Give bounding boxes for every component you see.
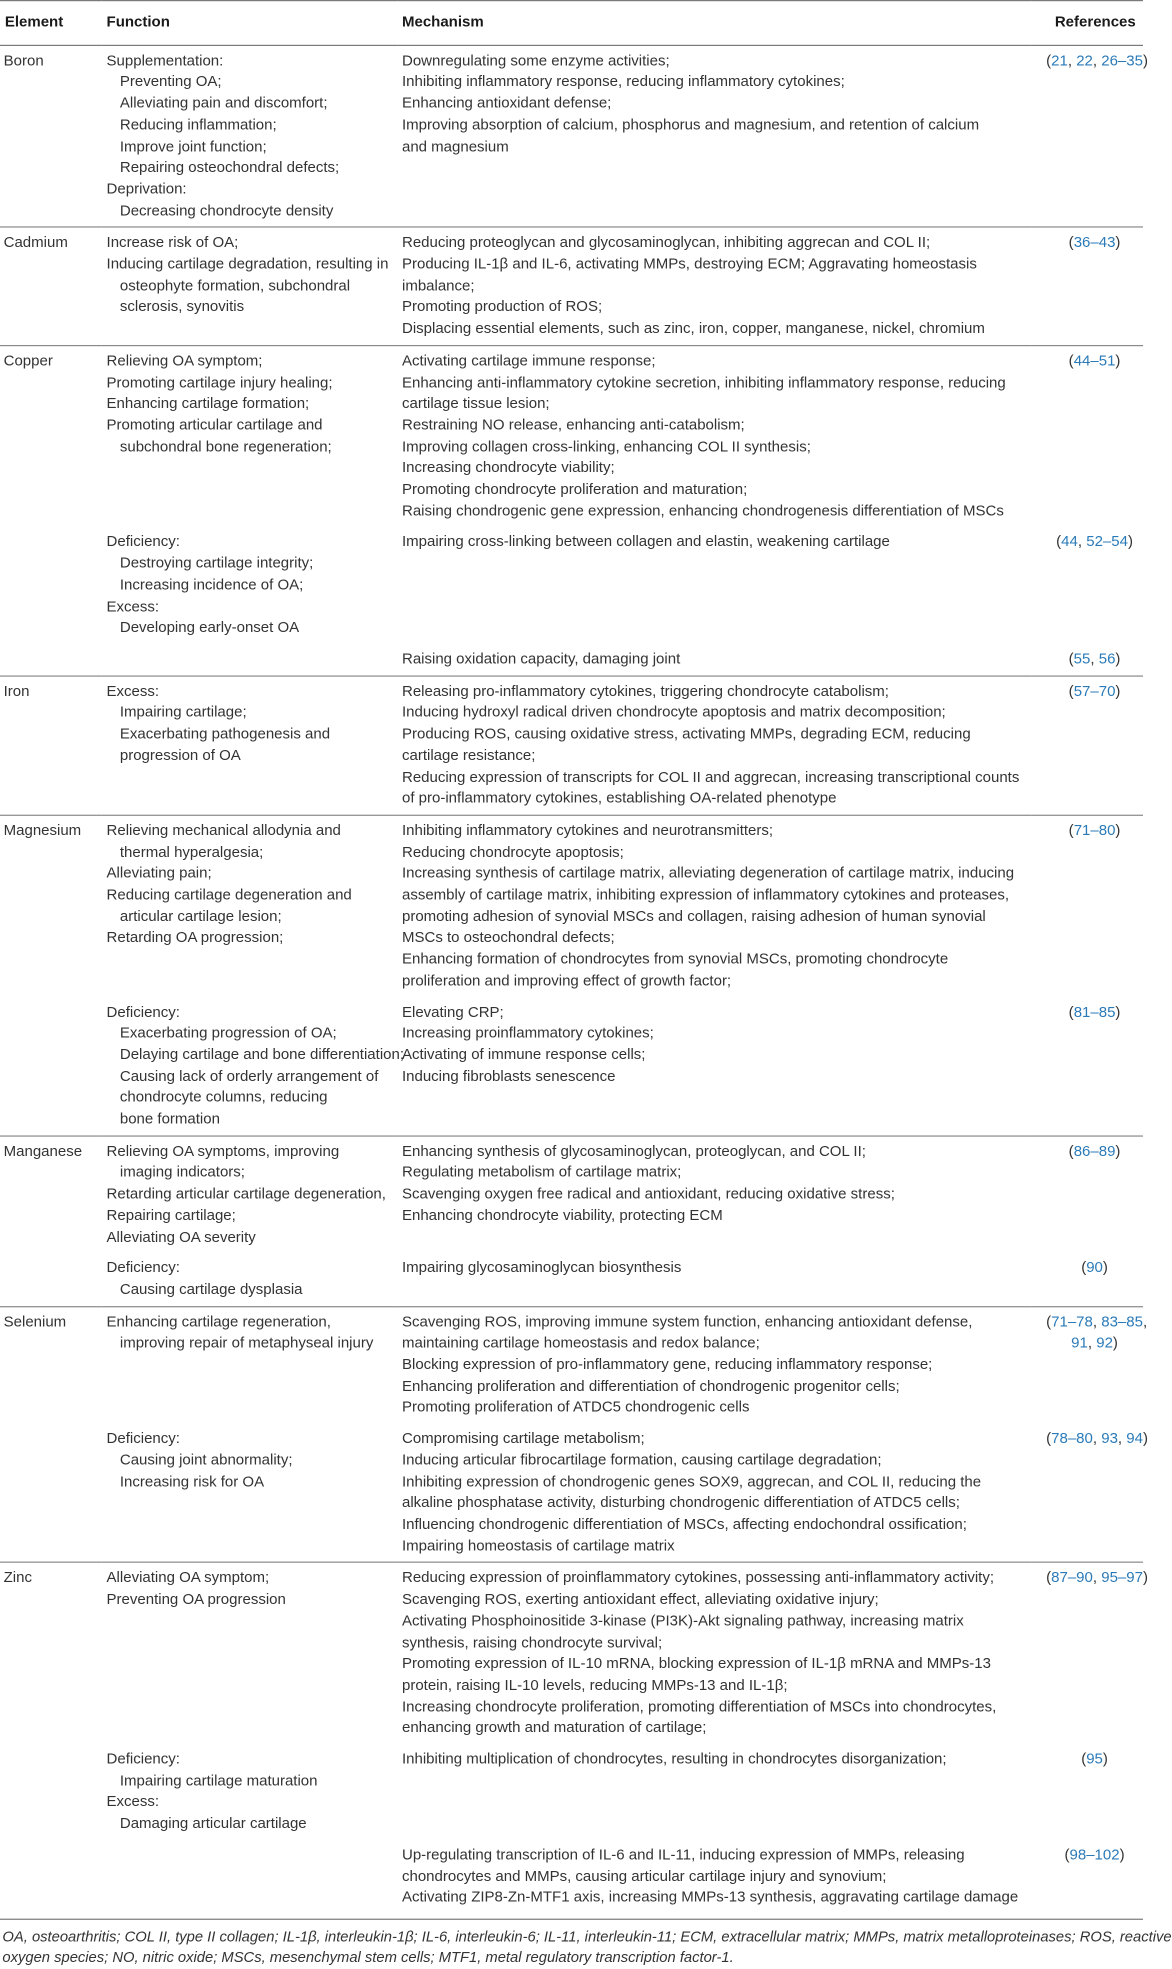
mechanism-line: Raising oxidation capacity, damaging joint [401,650,681,667]
function-line: Improve joint function; [119,137,267,155]
function-line: Exacerbating progression of OA; [119,1024,337,1042]
mechanism-line: Up-regulating transcription of IL-6 and IL-11, inducing expression of MMPs, releasing [401,1845,965,1863]
mechanism-cell [397,1563,1031,1745]
function-line: Deficiency: [106,533,180,551]
function-line: Excess: [106,1793,160,1811]
mechanism-cell [397,1424,1031,1563]
mechanism-line: Scavenging ROS, exerting antioxidant effect, alleviating oxidative injury; [401,1590,879,1608]
reference-punct: ) [1142,1569,1148,1587]
references-cell [1032,345,1143,527]
function-line: Relieving OA symptoms, improving [106,1142,340,1160]
mechanism-cell [397,345,1031,527]
reference-punct: ( [1068,234,1074,251]
table-row [0,527,1143,644]
element-name: Boron [3,51,44,69]
reference-punct: ( [1064,1845,1070,1863]
function-line: improving repair of metaphyseal injury [119,1334,374,1352]
mechanism-line: Increasing proinflammatory cytokines; [401,1024,654,1042]
table-row [0,1744,1143,1839]
function-line: Enhancing cartilage regeneration, [106,1312,331,1330]
reference-link[interactable]: 83–85 [1101,1312,1143,1330]
function-line: Retarding articular cartilage degeneration, [106,1185,386,1203]
mechanism-cell [397,997,1031,1136]
function-line: Alleviating pain; [106,864,212,882]
reference-line [1046,1568,1148,1589]
reference-punct: ) [1102,1750,1108,1768]
reference-punct: ( [1081,1259,1087,1277]
table-row [0,345,1143,527]
reference-punct: ) [1142,51,1148,69]
table-row [0,1306,1143,1423]
function-line: Decreasing chondrocyte density [119,201,334,219]
mechanism-line: enhancing growth and maturation of cartilage; [401,1719,707,1737]
mechanism-cell [397,815,1031,997]
footnote-line: oxygen species; NO, nitric oxide; MSCs, mesenchymal stem cells; MTF1, metal regulatory transcription factor-1. [2,1949,734,1967]
reference-punct: ) [1115,650,1121,667]
reference-punct: ) [1112,1334,1118,1352]
mechanism-line: Inhibiting expression of chondrogenic genes SOX9, aggrecan, and COL II, reducing the [401,1472,982,1490]
references-cell [1032,1306,1148,1423]
function-line: chondrocyte columns, reducing [119,1088,328,1106]
mechanism-line: Inducing hydroxyl radical driven chondrocyte apoptosis and matrix decomposition; [401,703,946,721]
element-name: Zinc [3,1569,32,1587]
mechanism-line: Scavenging ROS, improving immune system function, enhancing antioxidant defense, [401,1312,973,1330]
function-cell [102,1253,397,1306]
mechanism-cell [397,227,1031,345]
reference-line [1046,1258,1143,1279]
table-row [0,1253,1143,1306]
table-row [0,644,1143,676]
reference-punct: ) [1142,1429,1148,1447]
mechanism-line: Regulating metabolism of cartilage matrix; [401,1163,682,1181]
mechanism-cell [397,1840,1031,1919]
table-row [0,997,1143,1136]
function-line: Deficiency: [106,1259,180,1277]
function-line: Relieving mechanical allodynia and [106,821,341,839]
reference-link[interactable]: 26–35 [1101,51,1143,69]
function-line: Deprivation: [106,180,187,198]
mechanism-line: Impairing glycosaminoglycan biosynthesis [401,1259,682,1277]
reference-link[interactable]: 95–97 [1101,1569,1143,1587]
references-cell [1032,676,1143,815]
references-cell [1032,644,1143,676]
mechanism-line: Activating of immune response cells; [401,1045,646,1063]
mechanism-line: Inhibiting multiplication of chondrocytes, resulting in chondrocytes disorganization; [401,1750,947,1768]
function-line: Deficiency: [106,1002,180,1020]
element-name: Manganese [3,1142,83,1160]
mechanism-line: Blocking expression of pro-inflammatory gene, reducing inflammatory response; [401,1355,933,1373]
reference-punct: ( [1046,51,1052,69]
mechanism-line: and magnesium [401,137,509,155]
mechanism-cell [397,1744,1031,1839]
element-cell [0,1253,102,1306]
function-line: Delaying cartilage and bone differentiation; [119,1045,405,1063]
reference-punct: ) [1119,1845,1125,1863]
element-cell [0,1136,102,1253]
references-cell [1032,45,1148,227]
reference-punct: ( [1046,1569,1052,1587]
function-line: Alleviating OA symptom; [106,1569,270,1587]
function-line: Causing cartilage dysplasia [119,1280,303,1298]
reference-link[interactable]: 44–51 [1073,352,1116,370]
mechanism-line: Reducing proteoglycan and glycosaminoglycan, inhibiting aggrecan and COL II; [401,234,931,251]
mechanism-line: proliferation and improving effect of growth factor; [401,971,732,989]
mechanism-line: Activating ZIP8-Zn-MTF1 axis, increasing MMPs-13 synthesis, aggravating cartilage damage [401,1888,1019,1906]
mechanism-line: Releasing pro-inflammatory cytokines, triggering chondrocyte catabolism; [401,682,889,700]
mechanism-line: assembly of cartilage matrix, inhibiting expression of inflammatory cytokines and proteases, [401,886,1010,904]
reference-punct: , [1090,650,1099,667]
reference-line [1046,1312,1148,1333]
function-line: Causing joint abnormality; [119,1451,293,1469]
reference-line [1046,1429,1148,1450]
mechanism-line: Influencing chondrogenic differentiation of MSCs, affecting endochondral ossification; [401,1515,967,1533]
function-line: Promoting articular cartilage and [106,416,323,434]
mechanism-line: cartilage resistance; [401,746,536,764]
element-name: Iron [3,682,30,700]
function-cell [102,1136,397,1253]
function-line: Preventing OA; [119,73,222,91]
mechanism-line: alkaline phosphatase activity, disturbing chondrogenic differentiation of ATDC5 cells; [401,1494,960,1512]
element-cell [0,45,102,227]
reference-punct: , [1092,1312,1102,1330]
function-line: bone formation [119,1110,220,1128]
mechanism-cell [397,527,1031,644]
function-cell [102,345,397,527]
function-line: Excess: [106,682,160,700]
references-cell [1032,227,1143,345]
reference-link[interactable]: 95 [1086,1750,1103,1768]
mechanism-line: Enhancing anti-inflammatory cytokine secretion, inhibiting inflammatory response, reducing [401,373,1006,391]
mechanism-line: Elevating CRP; [401,1002,504,1020]
function-line: osteophyte formation, subchondral [119,276,351,294]
element-cell [0,1744,102,1839]
mechanism-line: of pro-inflammatory cytokines, establishing OA-related phenotype [401,789,837,807]
function-line: Impairing cartilage maturation [119,1771,318,1789]
mechanism-line: cartilage tissue lesion; [401,394,550,412]
function-line: thermal hyperalgesia; [119,843,264,861]
reference-link[interactable]: 21 [1051,51,1068,69]
reference-punct: , [1142,1312,1148,1330]
table-row [0,1136,1143,1253]
function-line: Repairing cartilage; [106,1206,236,1224]
function-cell [102,1744,397,1839]
reference-link[interactable]: 94 [1126,1429,1143,1447]
reference-line [1046,1002,1143,1023]
element-cell [0,1306,102,1423]
function-line: sclerosis, synovitis [119,298,245,316]
mechanism-line: Improving collagen cross-linking, enhancing COL II synthesis; [401,437,811,455]
reference-punct: ) [1115,1002,1121,1020]
function-line: Increasing incidence of OA; [119,576,304,593]
mechanism-cell [397,676,1031,815]
reference-punct: ( [1068,650,1074,667]
mechanism-line: Improving absorption of calcium, phosphorus and magnesium, and retention of calcium [401,115,980,133]
mechanism-cell [397,45,1031,227]
mechanism-cell [397,1136,1031,1253]
element-cell [0,815,102,997]
reference-link[interactable]: 92 [1096,1334,1113,1352]
mechanism-line: maintaining cartilage homeostasis and redox balance; [401,1334,760,1352]
function-cell [102,1840,397,1919]
function-line: Developing early-onset OA [119,618,300,636]
function-line: Deficiency: [106,1429,180,1447]
reference-link[interactable]: 52–54 [1086,533,1128,551]
references-cell [1032,1253,1143,1306]
reference-link[interactable]: 98–102 [1069,1845,1120,1863]
reference-punct: , [1067,51,1077,69]
reference-line [1046,821,1143,842]
reference-punct: , [1092,51,1102,69]
reference-line [1046,681,1143,702]
reference-punct: , [1092,1429,1102,1447]
reference-link[interactable]: 90 [1086,1259,1103,1277]
reference-link[interactable]: 93 [1101,1429,1118,1447]
mechanism-line: chondrocytes and MMPs, causing articular cartilage injury and synovium; [401,1867,887,1885]
mechanism-line: Producing ROS, causing oxidative stress, activating MMPs, degrading ECM, reducing [401,725,971,743]
reference-link[interactable]: 71–80 [1073,821,1116,839]
reference-link[interactable]: 78–80 [1051,1429,1093,1447]
mechanism-line: Inducing fibroblasts senescence [401,1067,616,1085]
function-line: Exacerbating pathogenesis and [119,725,331,743]
mechanism-line: imbalance; [401,276,475,294]
mechanism-line: Promoting chondrocyte proliferation and maturation; [401,480,748,498]
element-cell [0,345,102,527]
references-cell [1032,1424,1148,1563]
mechanism-line: Reducing expression of transcripts for COL II and aggrecan, increasing transcriptional counts [401,768,1020,786]
mechanism-line: Promoting expression of IL-10 mRNA, blocking expression of IL-1β mRNA and MMPs-13 [401,1655,991,1672]
function-line: Damaging articular cartilage [119,1814,307,1832]
mechanism-line: promoting adhesion of synovial MSCs and collagen, raising adhesion of human synovial [401,907,986,925]
function-cell [102,997,405,1136]
references-cell [1032,1744,1143,1839]
table-row [0,1424,1143,1563]
reference-punct: ( [1068,352,1074,370]
mechanism-line: Increasing chondrocyte viability; [401,459,615,477]
references-cell [1032,527,1143,644]
mechanism-line: Displacing essential elements, such as zinc, iron, copper, manganese, nickel, chromium [401,319,985,337]
reference-link[interactable]: 86–89 [1073,1142,1116,1160]
table-row [0,676,1143,815]
function-line: progression of OA [119,746,241,764]
mechanism-line: Restraining NO release, enhancing anti-catabolism; [401,416,745,434]
element-cell [0,527,102,644]
reference-punct: ) [1102,1259,1108,1277]
reference-punct: , [1092,1569,1102,1587]
mechanism-line: Activating Phosphoinositide 3-kinase (PI3K)-Akt signaling pathway, increasing matrix [401,1612,964,1630]
function-line: Destroying cartilage integrity; [119,554,314,572]
function-line: Deficiency: [106,1750,180,1768]
reference-line [1046,532,1143,553]
function-line: Reducing inflammation; [119,115,277,133]
mechanism-line: Raising chondrogenic gene expression, enhancing chondrogenesis differentiation of MSCs [401,502,1004,520]
mechanism-line: Impairing homeostasis of cartilage matrix [401,1536,675,1554]
reference-punct: ) [1127,533,1133,551]
mechanism-line: Promoting production of ROS; [401,298,603,316]
reference-punct: ) [1115,234,1121,251]
mechanism-line: Scavenging oxygen free radical and antioxidant, reducing oxidative stress; [401,1185,895,1203]
table-body [0,45,1148,1919]
function-line: Causing lack of orderly arrangement of [119,1067,379,1085]
element-cell [0,644,102,676]
element-name: Selenium [3,1312,67,1330]
header-mechanism: Mechanism [397,1,1031,45]
reference-punct: ( [1046,1429,1052,1447]
function-line: Increasing risk for OA [119,1472,265,1490]
function-line: Retarding OA progression; [106,928,284,946]
reference-punct: ( [1068,1002,1074,1020]
function-line: Impairing cartilage; [119,703,247,721]
function-line: Inducing cartilage degradation, resulting in [106,255,389,273]
function-line: Enhancing cartilage formation; [106,394,310,412]
header-function: Function [102,1,397,45]
header-element: Element [0,1,102,45]
references-cell [1032,1563,1148,1745]
reference-link[interactable]: 55 [1073,650,1091,667]
reference-punct: ( [1081,1750,1087,1768]
mechanism-cell [397,644,1031,676]
function-line: Increase risk of OA; [106,234,239,251]
function-cell [102,527,397,644]
mechanism-line: synthesis, raising chondrocyte survival; [401,1633,663,1651]
reference-punct: ( [1068,821,1074,839]
table-row [0,1840,1143,1919]
function-line: Reducing cartilage degeneration and [106,886,352,904]
reference-link[interactable]: 22 [1076,51,1093,69]
reference-link[interactable]: 44 [1061,533,1078,551]
mechanism-cell [397,1253,1031,1306]
reference-line [1046,649,1143,670]
mechanism-line: Enhancing synthesis of glycosaminoglycan, proteoglycan, and COL II; [401,1142,866,1160]
mechanism-line: Increasing synthesis of cartilage matrix, alleviating degeneration of cartilage matrix, inducing [401,864,1015,882]
element-cell [0,1563,102,1745]
reference-link[interactable]: 87–90 [1051,1569,1093,1587]
function-cell [102,1563,397,1745]
reference-line [1046,1333,1143,1354]
element-cell [0,1840,102,1919]
element-cell [0,676,102,815]
reference-line [1046,1749,1143,1770]
reference-punct: ( [1068,682,1074,700]
function-line: articular cartilage lesion; [119,907,282,925]
reference-link[interactable]: 81–85 [1073,1002,1116,1020]
reference-punct: ) [1115,1142,1121,1160]
mechanism-line: Reducing expression of proinflammatory cytokines, possessing anti-inflammatory activity; [401,1569,995,1587]
function-cell [102,676,397,815]
table-row [0,227,1143,345]
table-row [0,815,1143,997]
function-line: Alleviating pain and discomfort; [119,94,328,112]
mechanism-line: Downregulating some enzyme activities; [401,51,670,69]
mechanism-line: Compromising cartilage metabolism; [401,1429,645,1447]
reference-line [1046,233,1143,254]
mechanism-line: Inhibiting inflammatory response, reducing inflammatory cytokines; [401,73,845,91]
function-line: Excess: [106,597,160,615]
table-row [0,1563,1143,1745]
references-cell [1032,815,1143,997]
reference-line [1046,351,1143,372]
function-line: Promoting cartilage injury healing; [106,373,333,391]
mechanism-line: Enhancing proliferation and differentiation of chondrogenic progenitor cells; [401,1377,900,1395]
header-references: References [1032,1,1143,45]
reference-link[interactable]: 56 [1098,650,1116,667]
reference-punct: ) [1115,682,1121,700]
reference-punct: , [1087,1334,1097,1352]
reference-punct: ( [1056,533,1062,551]
function-line: Supplementation: [106,51,224,69]
function-line: Preventing OA progression [106,1590,286,1608]
mechanism-cell [397,1306,1031,1423]
mechanism-line: Reducing chondrocyte apoptosis; [401,843,624,861]
element-name: Magnesium [3,821,82,839]
element-name: Cadmium [3,234,68,251]
element-cell [0,997,102,1136]
function-line: imaging indicators; [119,1163,245,1181]
function-cell [102,644,397,676]
function-line: Repairing osteochondral defects; [119,158,340,176]
element-cell [0,1424,102,1563]
reference-link[interactable]: 57–70 [1073,682,1116,700]
mechanism-line: Activating cartilage immune response; [401,352,656,370]
footnote-line: OA, osteoarthritis; COL II, type II collagen; IL-1β, interleukin-1β; IL-6, interleukin-6; IL-11, interleukin-11; ECM, extracellular matrix; MMPs, matrix metalloproteinases; ROS, reactive [2,1928,1172,1946]
reference-line [1046,50,1148,71]
mechanism-line: protein, raising IL-10 levels, reducing MMPs-13 and IL-1β; [401,1676,788,1694]
table-footnote [0,1919,1172,1969]
mechanism-line: Enhancing antioxidant defense; [401,94,612,112]
mechanism-line: Inducing articular fibrocartilage formation, causing cartilage degradation; [401,1451,882,1469]
reference-punct: ) [1115,352,1121,370]
function-cell [102,45,397,227]
reference-punct: , [1077,533,1087,551]
references-cell [1032,1136,1143,1253]
function-cell [102,815,397,997]
element-cell [0,227,102,345]
references-cell [1032,1840,1143,1919]
function-line: Relieving OA symptom; [106,352,263,370]
function-cell [102,1424,397,1563]
function-cell [102,1306,397,1423]
reference-punct: ) [1115,821,1121,839]
function-line: subchondral bone regeneration; [119,437,332,455]
mechanism-line: Enhancing chondrocyte viability, protecting ECM [401,1206,723,1224]
reference-line [1046,1141,1143,1162]
mechanism-line: MSCs to osteochondral defects; [401,928,615,946]
references-cell [1032,997,1143,1136]
reference-punct: , [1117,1429,1127,1447]
reference-link[interactable]: 36–43 [1073,234,1116,251]
reference-link[interactable]: 71–78 [1051,1312,1093,1330]
function-line: Alleviating OA severity [106,1228,256,1246]
mechanism-line: Producing IL-1β and IL-6, activating MMPs, destroying ECM; Aggravating homeostasis [401,255,977,273]
mechanism-line: Enhancing formation of chondrocytes from synovial MSCs, promoting chondrocyte [401,950,949,968]
reference-punct: ( [1046,1312,1052,1330]
reference-link[interactable]: 91 [1071,1334,1088,1352]
table-row [0,45,1143,227]
function-cell [102,227,397,345]
reference-line [1046,1845,1143,1866]
header-row [0,1,1143,45]
mechanism-line: Inhibiting inflammatory cytokines and neurotransmitters; [401,821,774,839]
reference-punct: ( [1068,1142,1074,1160]
mechanism-line: Promoting proliferation of ATDC5 chondrogenic cells [401,1398,750,1416]
element-name: Copper [3,352,53,370]
mechanism-line: Increasing chondrocyte proliferation, promoting differentiation of MSCs into chondrocytes, [401,1697,997,1715]
mechanism-line: Impairing cross-linking between collagen and elastin, weakening cartilage [401,533,890,551]
